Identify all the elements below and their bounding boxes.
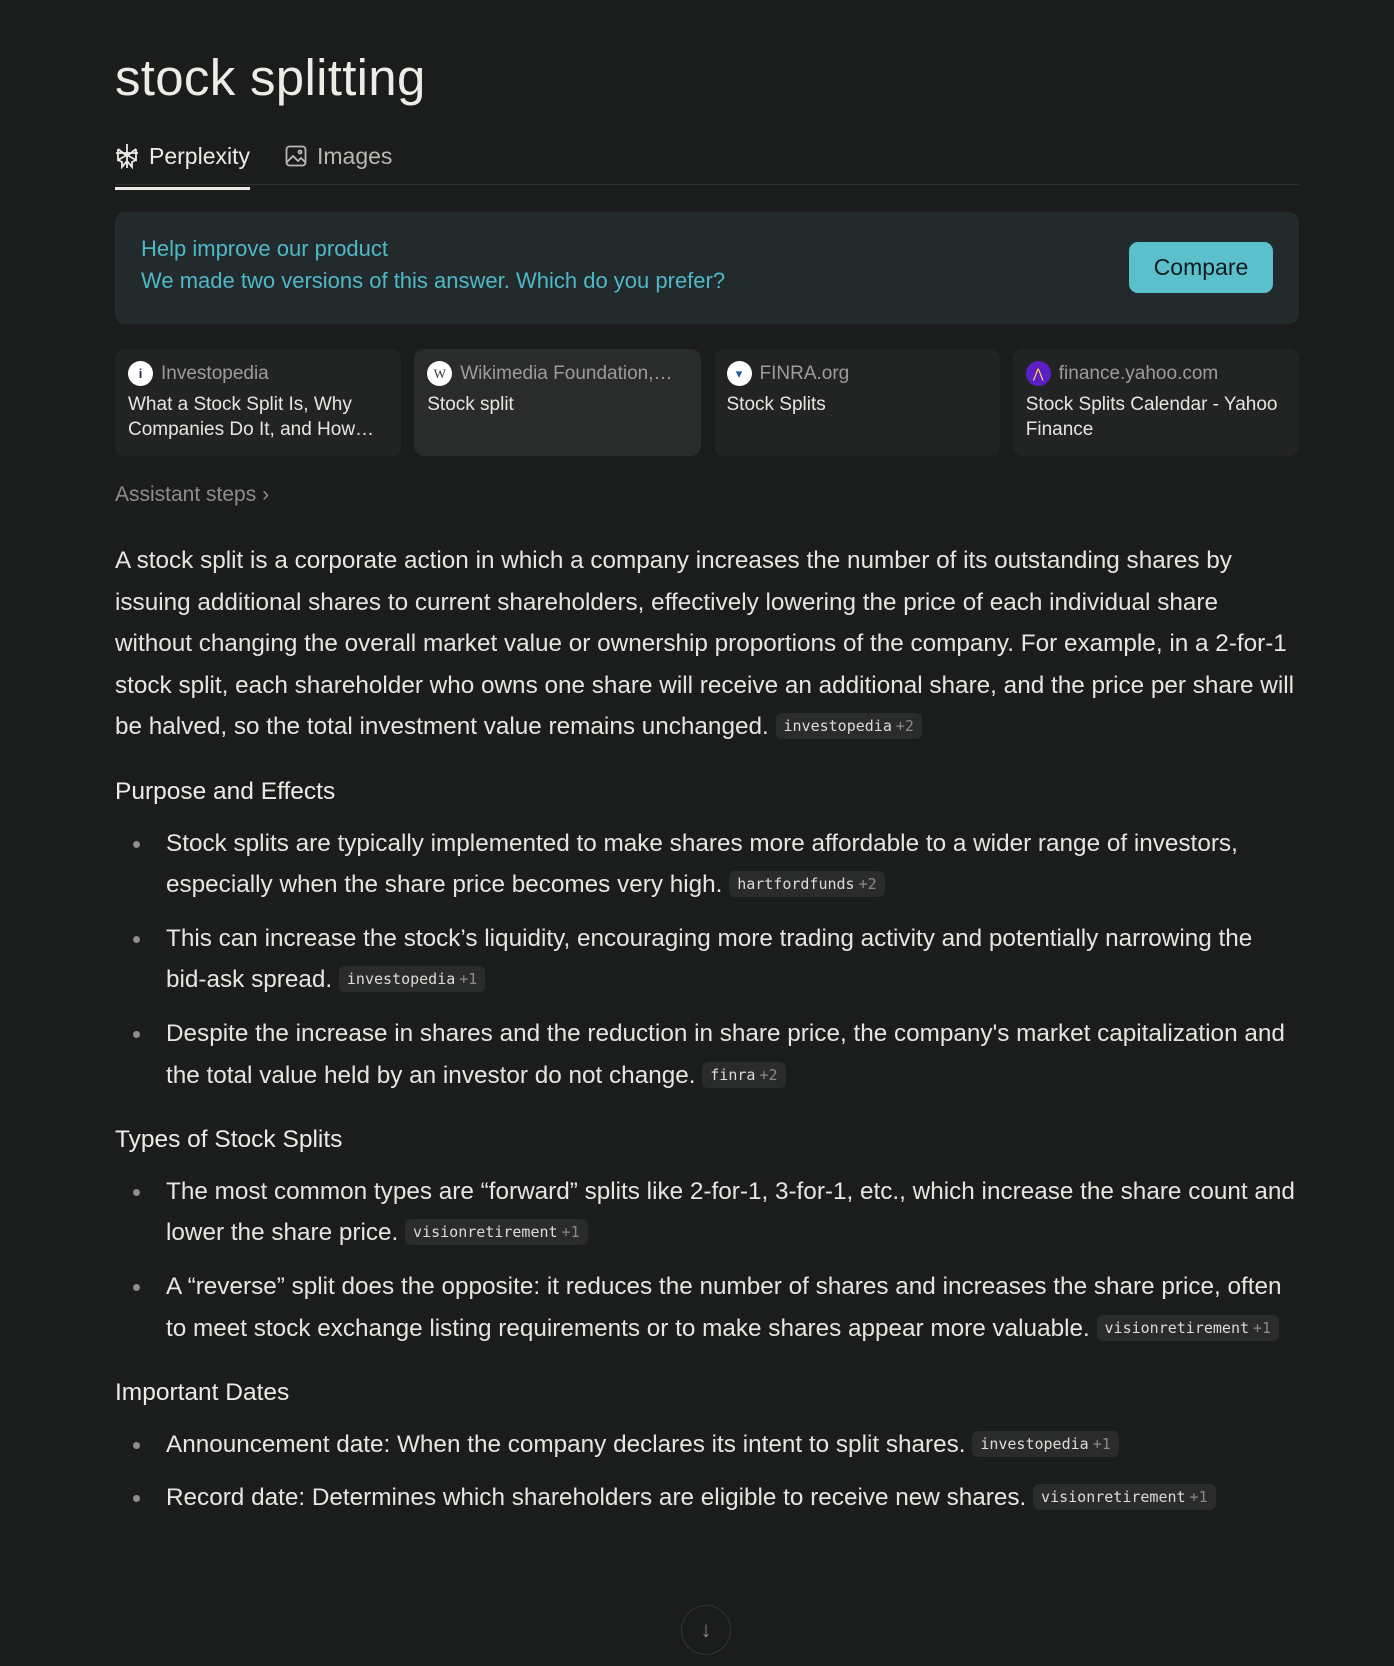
citation-badge[interactable] <box>972 1431 1118 1457</box>
citation-source: visionretirement <box>413 1223 558 1242</box>
list-item-text: Record date: Determines which shareholders are eligible to receive new shares. <box>166 1484 1027 1512</box>
list-item <box>115 918 1299 1001</box>
citation-badge[interactable] <box>1033 1484 1216 1510</box>
source-title: Stock Splits <box>726 394 826 415</box>
tab-images[interactable] <box>285 136 392 176</box>
citation-source: visionretirement <box>1104 1318 1250 1337</box>
citation-badge[interactable] <box>1097 1315 1280 1341</box>
tab-bar <box>115 130 1299 185</box>
citation-badge[interactable] <box>729 871 884 897</box>
citation-count: +1 <box>1092 1434 1111 1453</box>
wikipedia-favicon-icon: W <box>427 361 452 386</box>
citation-source: hartfordfunds <box>737 875 855 894</box>
citation-badge[interactable] <box>702 1062 785 1088</box>
list-item <box>115 1266 1299 1349</box>
citation-count: +1 <box>1189 1488 1208 1507</box>
finra-favicon-icon: ▾ <box>727 361 752 386</box>
list-item <box>115 1171 1299 1254</box>
compare-button[interactable]: Compare <box>1129 242 1273 293</box>
banner-heading: Help improve our product <box>141 236 389 261</box>
list-item <box>115 1424 1299 1466</box>
scroll-down-button[interactable] <box>681 1605 731 1655</box>
citation-badge[interactable] <box>339 966 485 992</box>
list-item-text: Announcement date: When the company declares its intent to split shares. <box>166 1430 966 1458</box>
source-site: FINRA.org <box>759 362 850 384</box>
section-heading: Purpose and Effects <box>115 777 336 805</box>
list-item-text: A “reverse” split does the opposite: it reduces the number of shares and increases the share price, often to meet stock exchange listing requirements or to make shares appear more valuable. <box>166 1272 1282 1342</box>
page-title: stock splitting <box>115 49 426 106</box>
list-item-text: Stock splits are typically implemented to make shares more affordable to a wider range of investors, especially when the share price becomes very high. <box>166 829 1238 899</box>
source-card[interactable] <box>115 349 401 456</box>
perplexity-logo-icon <box>115 143 139 169</box>
source-site: Wikimedia Foundation,… <box>460 362 673 384</box>
bullet-list <box>115 1171 1299 1349</box>
yahoo-finance-favicon-icon: ⋀ <box>1026 361 1051 386</box>
list-item-text: This can increase the stock’s liquidity, encouraging more trading activity and potentially narrowing the bid-ask spread. <box>166 924 1253 994</box>
tab-label: Perplexity <box>149 142 250 169</box>
list-item <box>115 1477 1299 1519</box>
image-icon <box>285 145 307 167</box>
source-card[interactable] <box>414 349 700 456</box>
assistant-steps-label: Assistant steps <box>115 483 257 506</box>
citation-count: +1 <box>459 970 478 989</box>
source-title: Stock Splits Calendar - Yahoo Finance <box>1025 394 1278 440</box>
investopedia-favicon-icon: i <box>128 361 153 386</box>
list-item <box>115 1013 1299 1096</box>
bullet-list <box>115 823 1299 1097</box>
feedback-banner <box>115 212 1299 324</box>
citation-count: +2 <box>895 717 914 736</box>
answer-body <box>115 540 1299 1531</box>
source-title: Stock split <box>427 394 514 415</box>
tab-label: Images <box>317 142 393 169</box>
source-card[interactable] <box>1013 349 1299 456</box>
list-item-text: Despite the increase in shares and the reduction in share price, the company's market capitalization and the total value held by an investor do not change. <box>166 1019 1285 1089</box>
paragraph-text: A stock split is a corporate action in which a company increases the number of its outstanding shares by issuing additional shares to current shareholders, effectively lowering the price of each individual share without changing the overall market value or ownership proportions of the company. For example, in a 2-for-1 stock split, each shareholder who owns one share will receive an additional share, and the price per share will be halved, so the total investment value remains unchanged. <box>115 547 1295 741</box>
intro-paragraph <box>115 540 1299 748</box>
source-site: Investopedia <box>161 362 269 384</box>
assistant-steps-toggle[interactable] <box>115 483 269 507</box>
arrow-down-icon: ↓ <box>700 1617 712 1642</box>
citation-source: investopedia <box>783 717 892 736</box>
citation-badge[interactable] <box>776 713 922 739</box>
section-heading: Important Dates <box>115 1379 290 1407</box>
citation-source: visionretirement <box>1041 1488 1186 1507</box>
tab-perplexity[interactable] <box>115 136 250 176</box>
list-item <box>115 823 1299 906</box>
list-item-text: The most common types are “forward” splits like 2-for-1, 3-for-1, etc., which increase the share count and lower the share price. <box>166 1177 1295 1247</box>
source-card[interactable] <box>714 349 1000 456</box>
bullet-list <box>115 1424 1299 1519</box>
banner-text: We made two versions of this answer. Which do you prefer? <box>141 268 726 293</box>
source-site: finance.yahoo.com <box>1058 362 1219 384</box>
citation-source: investopedia <box>980 1434 1089 1453</box>
citation-badge[interactable] <box>405 1219 588 1245</box>
source-cards <box>115 349 1299 456</box>
citation-count: +1 <box>1253 1318 1272 1337</box>
source-title: What a Stock Split Is, Why Companies Do It, and How… <box>128 394 375 440</box>
citation-count: +2 <box>759 1065 778 1084</box>
citation-source: investopedia <box>346 970 456 989</box>
section-heading: Types of Stock Splits <box>115 1126 343 1154</box>
citation-source: finra <box>710 1065 756 1084</box>
chevron-right-icon: › <box>262 483 270 506</box>
citation-count: +2 <box>858 875 877 894</box>
citation-count: +1 <box>561 1223 580 1242</box>
